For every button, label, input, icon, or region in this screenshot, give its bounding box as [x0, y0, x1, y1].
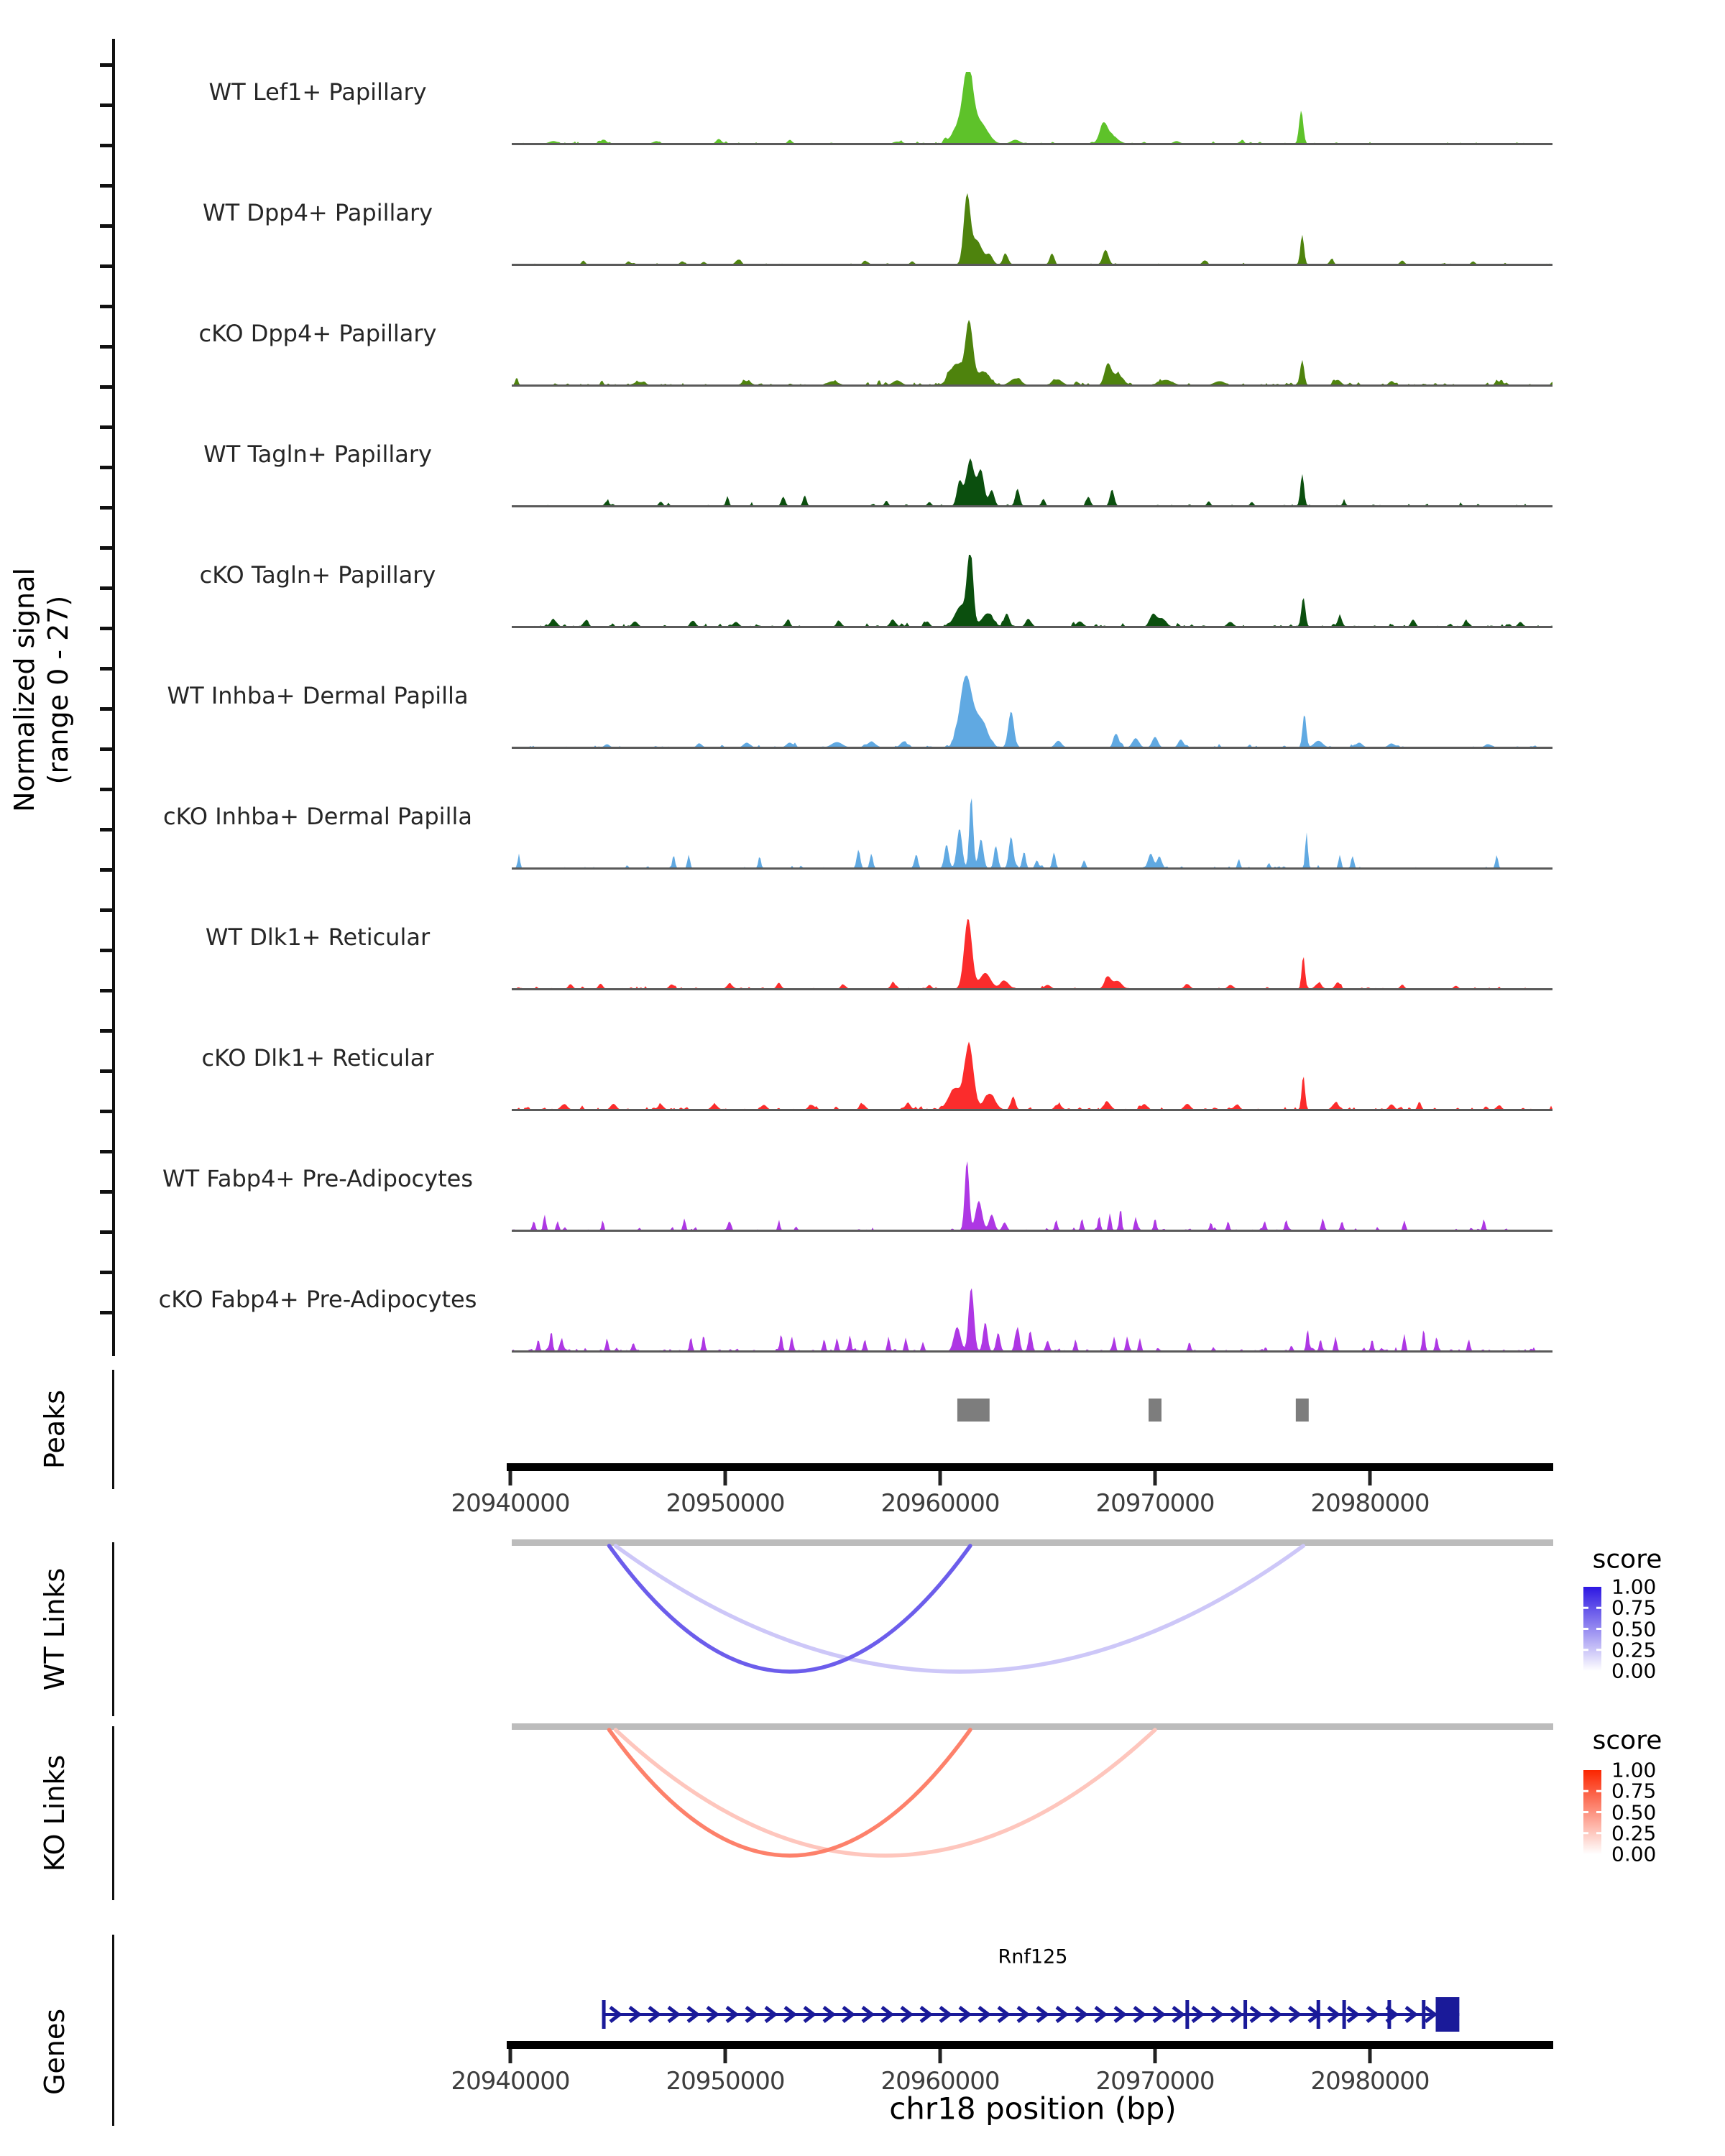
- axis2-tick: [939, 2049, 942, 2063]
- ko-score-legend-value-2: 0.50: [1611, 1800, 1657, 1824]
- axis1-tick: [724, 1471, 727, 1485]
- track-label-3: cKO Dpp4+ Papillary: [198, 320, 437, 347]
- y-axis-tick: [100, 586, 113, 590]
- y-axis-tick: [100, 264, 113, 268]
- y-axis-tick: [100, 1230, 113, 1234]
- peak-call-box-3: [1296, 1399, 1309, 1422]
- signal-track-baseline-1: [512, 143, 1552, 145]
- track-label-4: WT Tagln+ Papillary: [203, 441, 432, 468]
- y-axis-tick: [100, 747, 113, 751]
- y-axis-tick: [100, 667, 113, 671]
- y-axis-tick: [100, 103, 113, 107]
- y-axis-tick: [100, 305, 113, 308]
- section-label-peaks: Peaks: [39, 1389, 70, 1470]
- axis1-tick: [509, 1471, 512, 1485]
- ko-score-legend-value-3: 0.25: [1611, 1821, 1657, 1846]
- ko-score-legend-value-1: 0.75: [1611, 1779, 1657, 1803]
- signal-track-baseline-7: [512, 867, 1552, 870]
- track-label-2: WT Dpp4+ Papillary: [202, 199, 433, 226]
- gene-exon-mark-7: [1422, 2000, 1425, 2029]
- signal-track-area-2: [512, 193, 1552, 264]
- axis1-tick-label-0: 20940000: [451, 1489, 570, 1518]
- axis2-tick: [1368, 2049, 1372, 2063]
- gene-exon-mark-5: [1343, 2000, 1346, 2029]
- track-label-7: cKO Inhba+ Dermal Papilla: [163, 803, 472, 830]
- y-axis-tick: [100, 345, 113, 349]
- y-axis-tick: [100, 627, 113, 630]
- signal-track-baseline-4: [512, 505, 1552, 507]
- signal-track-area-8: [512, 919, 1552, 989]
- y-axis-tick: [100, 1029, 113, 1033]
- peak-call-box-2: [1149, 1399, 1162, 1422]
- y-axis-tick: [100, 1190, 113, 1194]
- y-axis-tick: [100, 828, 113, 831]
- wt-links-region-line: [512, 1539, 1553, 1546]
- y-axis-tick: [100, 707, 113, 711]
- y-axis-tick: [100, 989, 113, 992]
- gene-exon-mark-2: [1185, 2000, 1189, 2029]
- gene-exon-mark-3: [1243, 2000, 1247, 2029]
- axis2-tick: [724, 2049, 727, 2063]
- signal-track-area-4: [512, 459, 1552, 506]
- axis2-tick: [1154, 2049, 1157, 2063]
- section-label-wt-links: WT Links: [39, 1567, 70, 1691]
- axis1-tick-label-4: 20980000: [1310, 1489, 1430, 1518]
- signal-track-baseline-5: [512, 626, 1552, 628]
- wt-score-legend-value-0: 1.00: [1611, 1575, 1657, 1599]
- y-axis-tick: [100, 184, 113, 188]
- y-axis-tick: [100, 1311, 113, 1314]
- track-label-1: WT Lef1+ Papillary: [208, 78, 427, 106]
- signal-track-area-11: [512, 1289, 1552, 1352]
- y-axis-tick: [100, 425, 113, 429]
- ko-links-region-line: [512, 1723, 1553, 1730]
- ko-link-arc-2: [610, 1730, 970, 1856]
- section-bracket-wt-links: [112, 1542, 114, 1716]
- gene-exon-mark-1: [602, 2000, 606, 2029]
- y-axis-tick: [100, 466, 113, 469]
- y-axis-tick: [100, 144, 113, 147]
- y-axis-label: [8, 568, 75, 812]
- section-bracket-peaks: [112, 1370, 114, 1489]
- y-axis-tick: [100, 63, 113, 67]
- ko-score-legend-value-0: 1.00: [1611, 1758, 1657, 1782]
- signal-track-area-6: [512, 676, 1552, 747]
- y-axis-tick: [100, 908, 113, 912]
- y-axis-tick: [100, 788, 113, 791]
- peak-call-box-1: [957, 1399, 990, 1422]
- y-axis-tick: [100, 1150, 113, 1153]
- track-label-10: WT Fabp4+ Pre-Adipocytes: [162, 1165, 473, 1192]
- y-axis-tick: [100, 1069, 113, 1073]
- signal-track-baseline-8: [512, 988, 1552, 990]
- axis2-tick-label-1: 20950000: [666, 2067, 785, 2096]
- wt-score-legend-value-1: 0.75: [1611, 1595, 1657, 1620]
- track-label-9: cKO Dlk1+ Reticular: [201, 1044, 434, 1072]
- y-axis-tick: [100, 224, 113, 228]
- signal-track-area-10: [512, 1161, 1552, 1230]
- axis2-tick-label-2: 20960000: [880, 2067, 1000, 2096]
- y-axis-tick: [100, 546, 113, 550]
- wt-score-legend-title: score: [1592, 1544, 1662, 1575]
- y-axis-tick: [100, 1110, 113, 1113]
- wt-link-arc-2: [610, 1546, 970, 1672]
- axis1-tick: [1368, 1471, 1372, 1485]
- axis1-tick: [1154, 1471, 1157, 1485]
- signal-track-baseline-3: [512, 384, 1552, 387]
- y-axis-label-line1: Normalized signal: [9, 568, 40, 812]
- y-axis-tick: [100, 1271, 113, 1274]
- y-axis-tick: [100, 506, 113, 510]
- signal-track-baseline-10: [512, 1230, 1552, 1232]
- signal-track-area-3: [512, 320, 1552, 385]
- axis2-bar: [507, 2041, 1553, 2049]
- gene-exon-mark-6: [1387, 2000, 1391, 2029]
- axis1-tick-label-2: 20960000: [880, 1489, 1000, 1518]
- x-axis-title: chr18 position (bp): [889, 2091, 1177, 2127]
- gene-terminal-exon: [1435, 1997, 1459, 2032]
- y-axis-label-line2: (range 0 - 27): [42, 595, 74, 785]
- section-bracket-ko-links: [112, 1726, 114, 1900]
- signal-track-baseline-6: [512, 747, 1552, 749]
- axis1-tick-label-3: 20970000: [1095, 1489, 1215, 1518]
- wt-score-legend-value-4: 0.00: [1611, 1659, 1657, 1683]
- axis1-tick-label-1: 20950000: [666, 1489, 785, 1518]
- track-label-8: WT Dlk1+ Reticular: [205, 923, 431, 951]
- gene-name-label: Rnf125: [998, 1945, 1068, 1968]
- track-label-6: WT Inhba+ Dermal Papilla: [167, 682, 469, 709]
- signal-track-area-7: [512, 798, 1552, 868]
- y-axis-tick: [100, 868, 113, 872]
- track-label-5: cKO Tagln+ Papillary: [199, 561, 436, 589]
- signal-track-baseline-9: [512, 1109, 1552, 1111]
- axis2-tick-label-3: 20970000: [1095, 2067, 1215, 2096]
- section-bracket-genes: [112, 1935, 114, 2126]
- section-label-ko-links: KO Links: [39, 1754, 70, 1872]
- wt-score-legend-value-2: 0.50: [1611, 1617, 1657, 1641]
- axis1-bar: [507, 1463, 1553, 1471]
- ko-score-legend-value-4: 0.00: [1611, 1842, 1657, 1866]
- wt-score-legend-value-3: 0.25: [1611, 1638, 1657, 1662]
- signal-track-area-5: [512, 555, 1552, 627]
- track-label-11: cKO Fabp4+ Pre-Adipocytes: [158, 1286, 477, 1313]
- ko-score-legend-title: score: [1592, 1726, 1662, 1756]
- axis1-tick: [939, 1471, 942, 1485]
- signal-track-baseline-11: [512, 1350, 1552, 1353]
- gene-exon-mark-4: [1317, 2000, 1320, 2029]
- axis2-tick-label-4: 20980000: [1310, 2067, 1430, 2096]
- signal-track-area-1: [512, 72, 1552, 144]
- axis2-tick: [509, 2049, 512, 2063]
- signal-track-area-9: [512, 1041, 1552, 1110]
- y-axis-tick: [100, 949, 113, 952]
- section-label-genes: Genes: [39, 2008, 70, 2096]
- signal-track-baseline-2: [512, 264, 1552, 266]
- ko-link-arc-1: [616, 1730, 1155, 1856]
- axis2-tick-label-0: 20940000: [451, 2067, 570, 2096]
- y-axis-tick: [100, 385, 113, 389]
